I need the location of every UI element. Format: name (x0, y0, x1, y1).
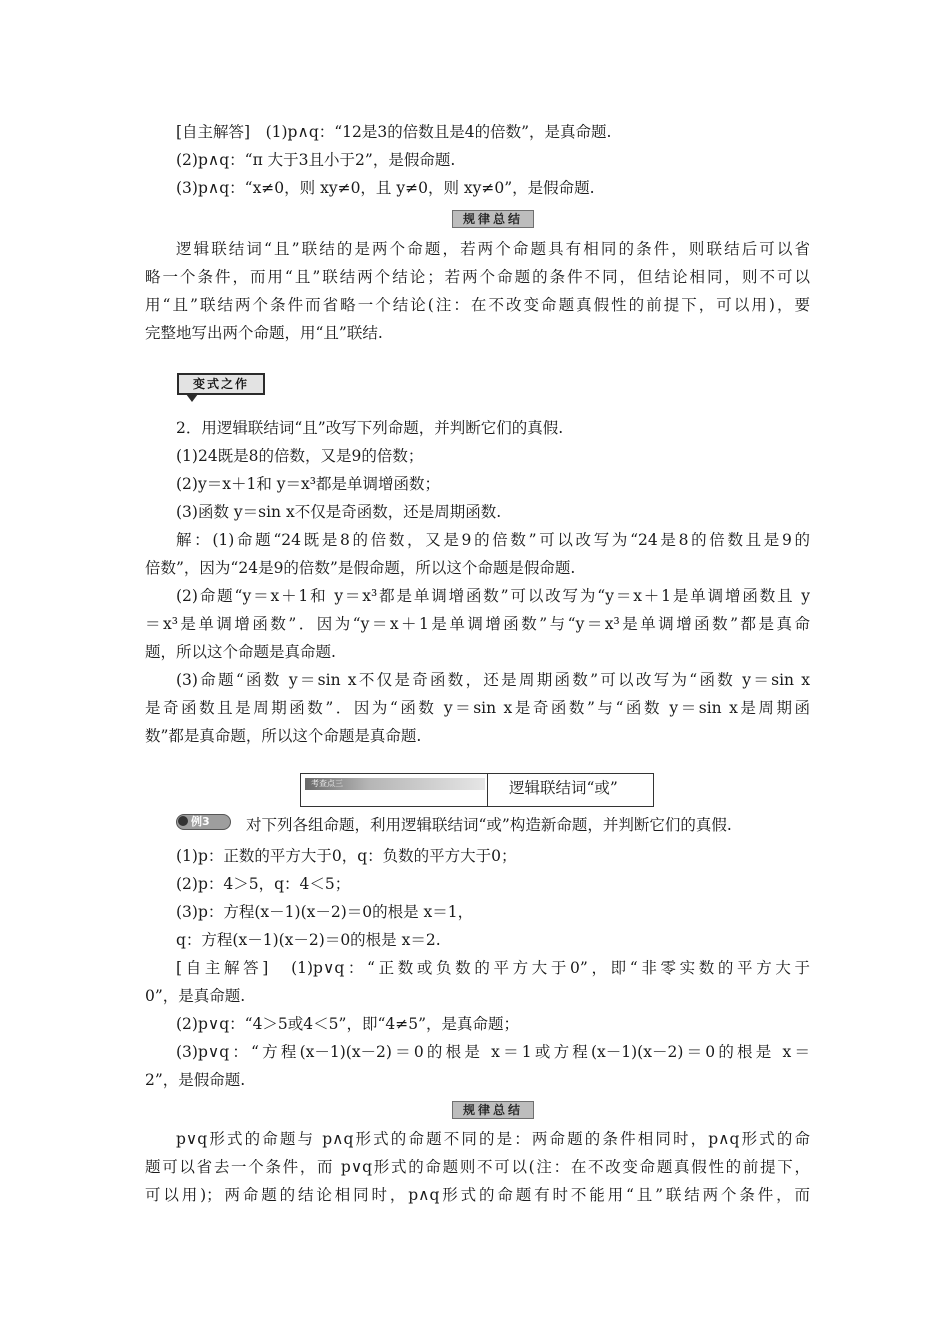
kaodian-divider (487, 774, 488, 806)
summary-line-4: 完整地写出两个命题，用“且”联结. (145, 324, 383, 342)
summary-badge-2: 规律总结 (452, 1101, 534, 1119)
answer-line-3: (3)p∧q：“x≠0，则 xy≠0，且 y≠0，则 xy≠0”，是假命题. (176, 179, 595, 197)
variation-line-2: (1)24既是8的倍数，又是9的倍数； (176, 447, 424, 465)
variation-line-6: 倍数”，因为“24是9的倍数”是假命题，所以这个命题是假命题. (145, 559, 576, 577)
variation-line-5: 解：(1)命题“24既是8的倍数，又是9的倍数”可以改写为“24是8的倍数且是9的 (176, 531, 810, 549)
answer-line-2: (2)p∧q：“π 大于3且小于2”，是假命题. (176, 151, 456, 169)
answer-line-1: [自主解答] (1)p∧q：“12是3的倍数且是4的倍数”，是真命题. (176, 123, 612, 141)
example-line-3: (2)p：4＞5，q：4＜5； (176, 875, 351, 893)
example-line-8: (2)p∨q：“4＞5或4＜5”，即“4≠5”，是真命题； (176, 1015, 519, 1033)
example-line-7: 0”，是真命题. (145, 987, 246, 1005)
variation-line-11: 是奇函数且是周期函数”．因为“函数 y＝sin x是奇函数”与“函数 y＝sin x是周期函 (145, 699, 810, 717)
variation-line-9: 题，所以这个命题是真命题. (145, 643, 336, 661)
variation-line-7: (2)命题“y＝x＋1和 y＝x³都是单调增函数”可以改写为“y＝x＋1是单调增函数且 y (176, 587, 810, 605)
example-line-1: 对下列各组命题，利用逻辑联结词“或”构造新命题，并判断它们的真假. (246, 816, 732, 834)
example-line-10: 2”，是假命题. (145, 1071, 246, 1089)
kaodian-label: 考查点三 (305, 778, 485, 790)
kaodian-title: 逻辑联结词“或” (509, 779, 618, 797)
variation-line-1: 2．用逻辑联结词“且”改写下列命题，并判断它们的真假. (176, 419, 564, 437)
summary-line-3: 用“且”联结两个条件而省略一个结论(注：在不改变命题真假性的前提下，可以用)，要 (145, 296, 810, 314)
variation-line-4: (3)函数 y＝sin x不仅是奇函数，还是周期函数. (176, 503, 502, 521)
summary2-line-1: p∨q形式的命题与 p∧q形式的命题不同的是：两命题的条件相同时，p∧q形式的命 (176, 1130, 810, 1148)
kaodian-box (300, 773, 654, 807)
pencil-icon (178, 816, 188, 826)
summary2-line-2: 题可以省去一个条件，而 p∨q形式的命题则不可以(注：在不改变命题真假性的前提下， (145, 1158, 810, 1176)
variation-line-3: (2)y＝x＋1和 y＝x³都是单调增函数； (176, 475, 440, 493)
example-line-6: [自主解答] (1)p∨q：“正数或负数的平方大于0”，即“非零实数的平方大于 (176, 959, 810, 977)
variation-line-12: 数”都是真命题，所以这个命题是真命题. (145, 727, 422, 745)
variation-badge: 变式之作 (177, 373, 265, 395)
variation-line-8: ＝x³是单调增函数”．因为“y＝x＋1是单调增函数”与“y＝x³是单调增函数”都是真命 (145, 615, 810, 633)
variation-line-10: (3)命题“函数 y＝sin x不仅是奇函数，还是周期函数”可以改写为“函数 y＝sin x (176, 671, 810, 689)
example-line-5: q：方程(x－1)(x－2)＝0的根是 x＝2. (176, 931, 441, 949)
summary2-line-3: 可以用)；两命题的结论相同时，p∧q形式的命题有时不能用“且”联结两个条件，而 (145, 1186, 810, 1204)
example-line-4: (3)p：方程(x－1)(x－2)＝0的根是 x＝1， (176, 903, 474, 921)
summary-badge-1: 规律总结 (452, 210, 534, 228)
summary-line-2: 略一个条件，而用“且”联结两个结论；若两个命题的条件不同，但结论相同，则不可以 (145, 268, 810, 286)
example-line-9: (3)p∨q：“方程(x－1)(x－2)＝0的根是 x＝1或方程(x－1)(x－2)＝0的根是 x＝ (176, 1043, 811, 1061)
variation-badge-arrow (186, 394, 198, 402)
summary-line-1: 逻辑联结词“且”联结的是两个命题，若两个命题具有相同的条件，则联结后可以省 (176, 240, 810, 258)
example-line-2: (1)p：正数的平方大于0，q：负数的平方大于0； (176, 847, 517, 865)
example-badge: 例3 (176, 814, 231, 830)
